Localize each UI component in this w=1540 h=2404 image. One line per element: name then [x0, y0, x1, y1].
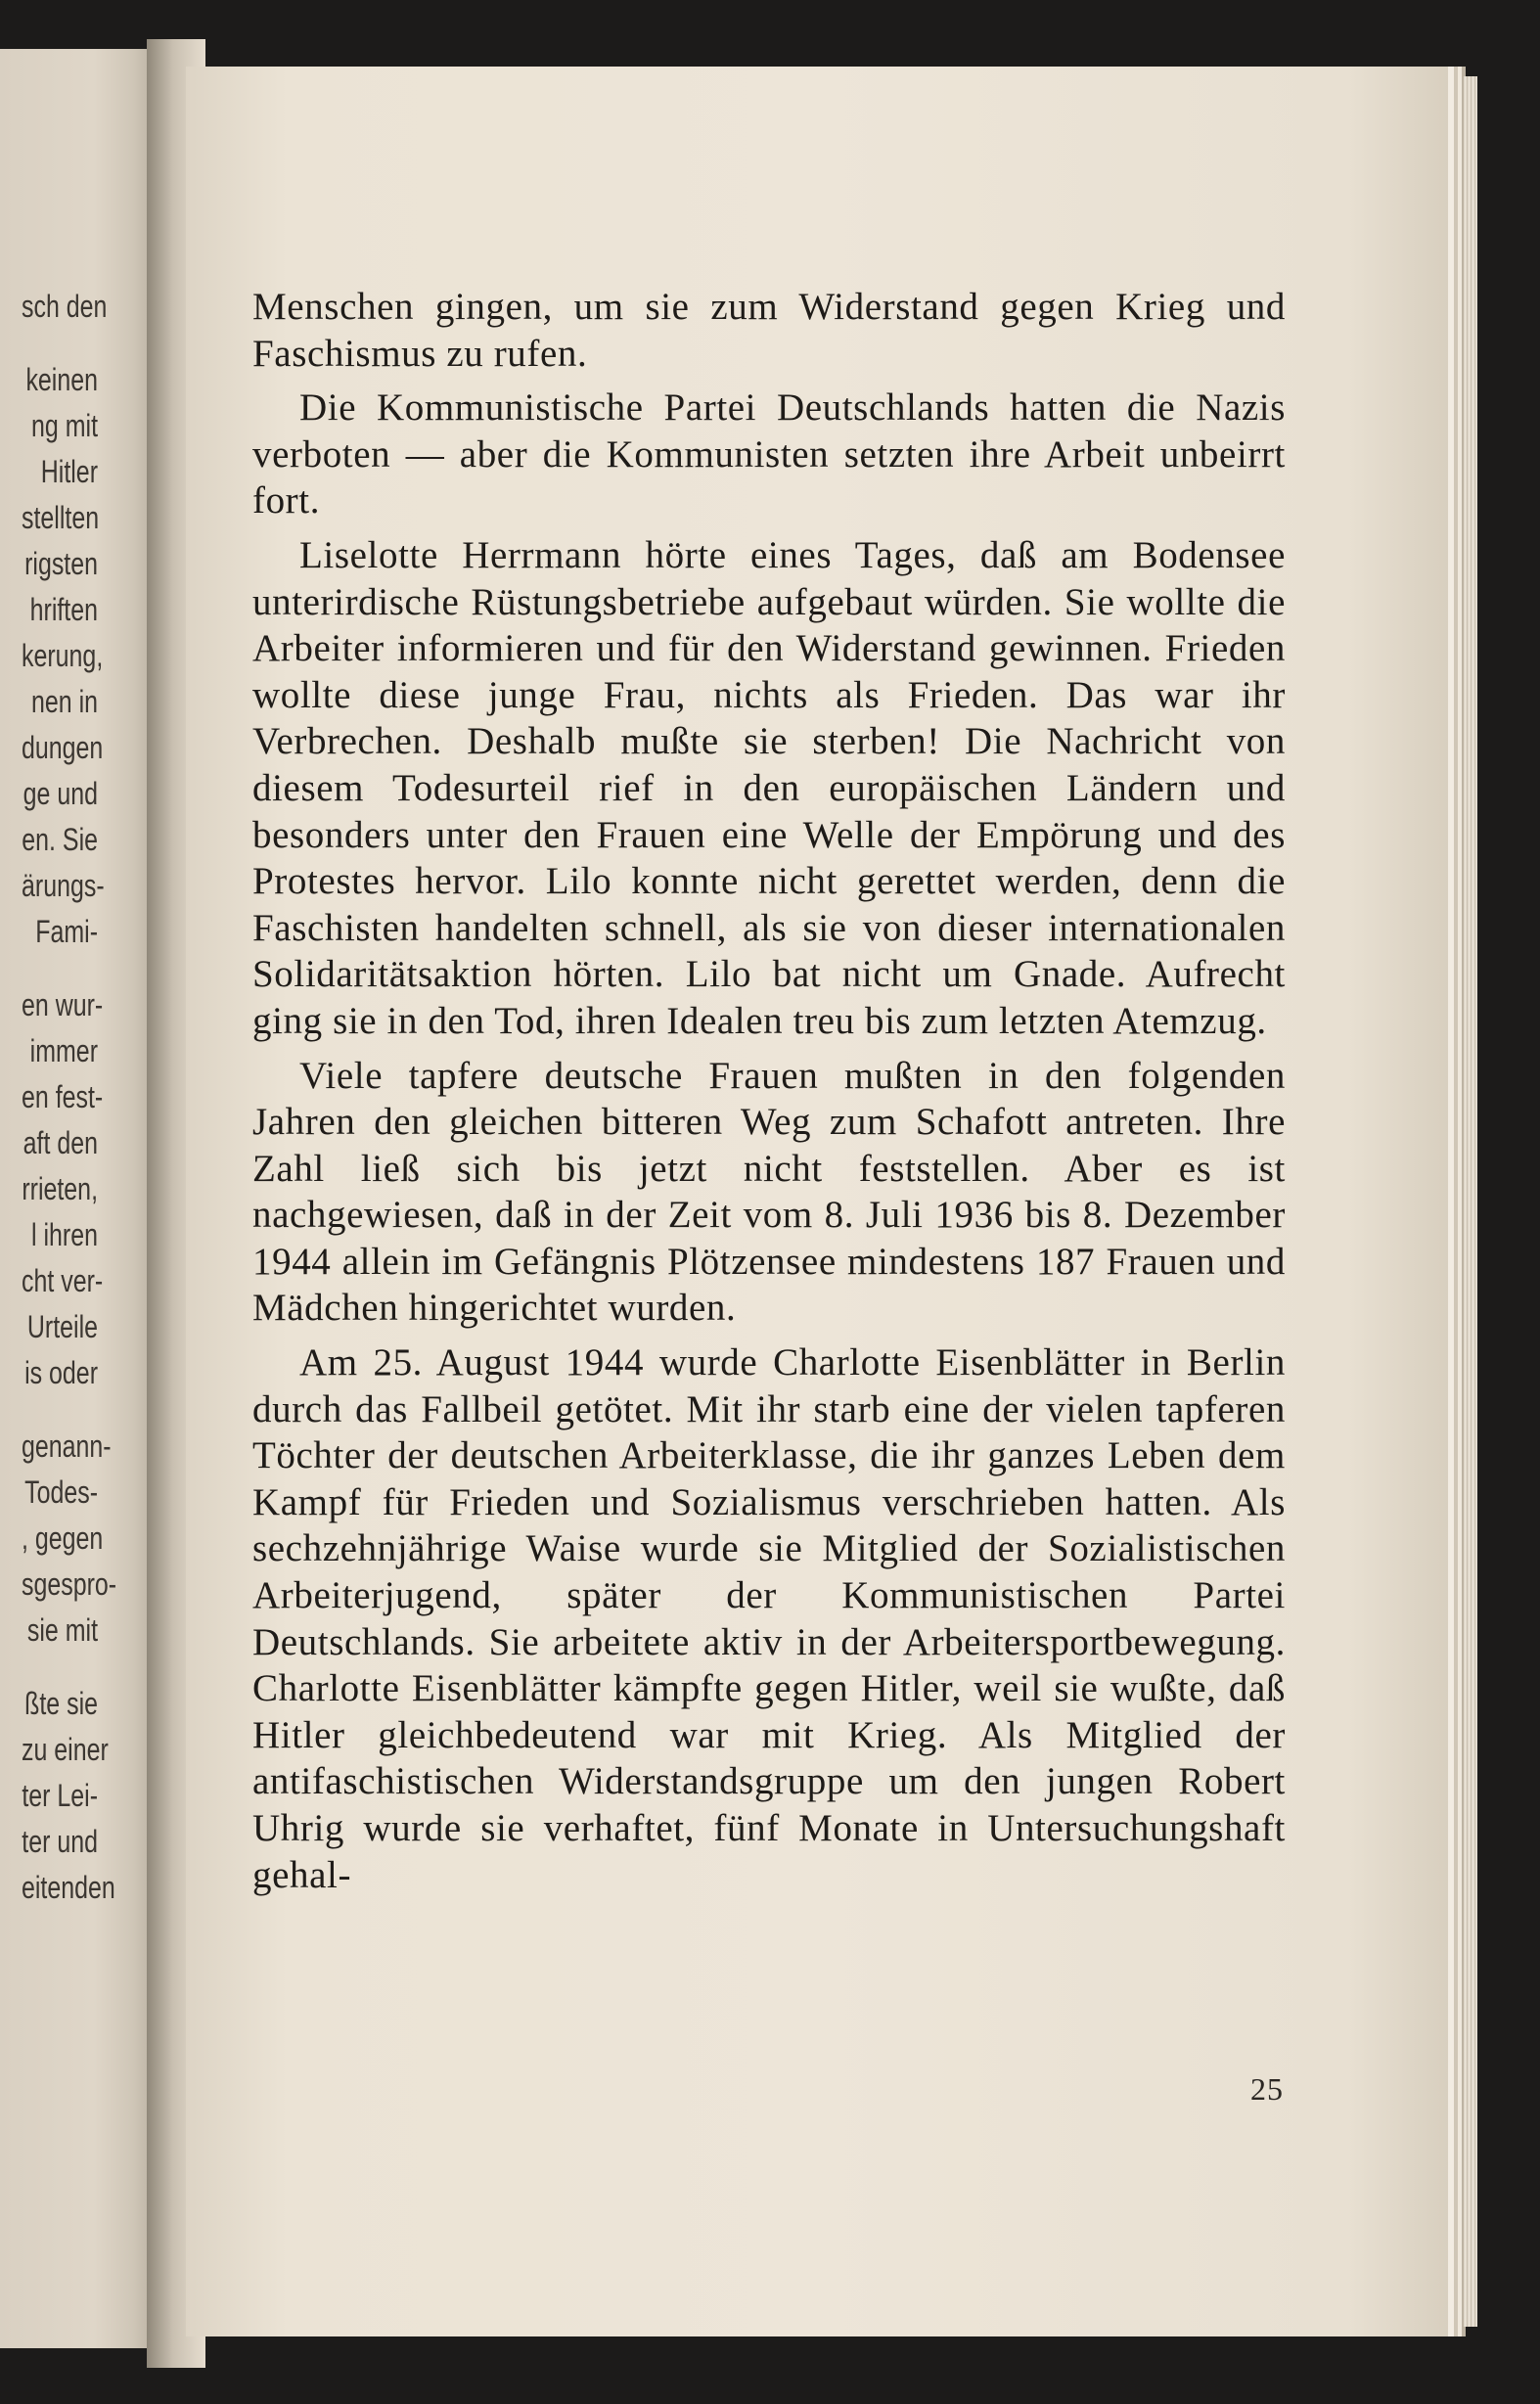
left-page-line: [22, 955, 98, 982]
left-page-line: , gegen: [22, 1520, 104, 1556]
right-page: [186, 67, 1448, 2336]
page-edges: [1464, 76, 1477, 2327]
left-page-line: ng mit: [31, 408, 98, 443]
left-facing-page: [0, 49, 157, 2348]
left-page-line: ärungs-: [22, 868, 105, 903]
left-page-line: sie mit: [26, 1612, 98, 1648]
left-page-line: l ihren: [31, 1217, 98, 1252]
left-page-line: ter und: [22, 1824, 99, 1859]
left-page-line: [22, 1654, 98, 1681]
left-page-line: stellten: [22, 500, 100, 535]
left-page-line: rrieten,: [22, 1171, 98, 1206]
left-page-line: aft den: [23, 1125, 99, 1160]
left-page-line: Urteile: [26, 1309, 98, 1344]
left-page-line: Hitler: [40, 454, 98, 489]
left-page-line: [22, 1396, 98, 1424]
left-page-line: dungen: [22, 730, 104, 765]
left-page-line: zu einer: [22, 1732, 109, 1767]
paragraph: Die Kommunistische Partei Deutschlands hatten die Nazis verboten — aber die Kommunisten setzten ihre Arbeit unbeirrt fort.: [252, 386, 1286, 522]
left-page-line: ter Lei-: [22, 1778, 98, 1813]
page-number: 25: [1250, 2071, 1284, 2107]
left-page-line: ge und: [23, 776, 98, 811]
left-page-line: en fest-: [22, 1079, 104, 1114]
left-page-line: immer: [29, 1033, 99, 1068]
paragraph: Viele tapfere deutsche Frauen mußten in den folgenden Jahren den gleichen bitteren Weg zum Schafott antreten. Ihre Zahl ließ sich bis jetzt nicht feststellen. Aber es ist nachgewiesen, daß in der Zeit vom 8. Juli 1936 bis 8. Dezember 1944 allein im Gefängnis Plötzensee mindestens 187 Frauen und Mädchen hingerichtet wurden.: [252, 1054, 1286, 1330]
left-page-line: sch den: [22, 289, 108, 324]
left-page-line: cht ver-: [22, 1263, 104, 1298]
paragraph: Menschen gingen, um sie zum Widerstand gegen Krieg und Faschismus zu rufen.: [252, 286, 1286, 375]
left-page-line: kerung,: [22, 638, 104, 673]
left-page-line: is oder: [24, 1355, 99, 1390]
left-page-line: nen in: [30, 684, 98, 719]
left-page-line: [22, 330, 98, 357]
left-page-line: sgespro-: [22, 1566, 117, 1602]
left-page-line: hriften: [29, 592, 98, 627]
left-page-line: rigsten: [24, 546, 99, 581]
left-page-line: genann-: [22, 1429, 112, 1464]
left-page-line: eitenden: [22, 1870, 115, 1905]
left-page-line: Todes-: [24, 1474, 99, 1510]
left-page-line: ßte sie: [24, 1686, 98, 1721]
left-page-text-fragments: [0, 284, 117, 1911]
paragraph: Am 25. August 1944 wurde Charlotte Eisenblätter in Berlin durch das Fallbeil getötet. Mit ihr starb eine der vielen tapferen Töchter der deutschen Arbeiterklasse, die ihr ganzes Leben dem Kampf für Frieden und Sozialismus verschrieben hatten. Als sechzehnjährige Waise wurde sie Mitglied der Sozialistischen Arbeiterjugend, später der Kommunistischen Partei Deutschlands. Sie arbeitete aktiv in der Arbeitersportbewegung. Charlotte Eisenblätter kämpfte gegen Hitler, weil sie wußte, daß Hitler gleichbedeutend war mit Krieg. Als Mitglied der antifaschistischen Widerstandsgruppe um den jungen Robert Uhrig wurde sie verhaftet, fünf Monate in Untersuchungshaft gehal-: [252, 1341, 1286, 1896]
left-page-line: keinen: [25, 362, 98, 397]
left-page-line: en wur-: [22, 987, 104, 1022]
paragraph: Liselotte Herrmann hörte eines Tages, daß am Bodensee unterirdische Rüstungsbetriebe aufgebaut würden. Sie wollte die Arbeiter informieren und für den Widerstand gewinnen. Frieden wollte diese junge Frau, nichts als Frieden. Das war ihr Verbrechen. Deshalb mußte sie sterben! Die Nachricht von diesem Todesurteil rief in den europäischen Ländern und besonders unter den Frauen eine Welle der Empörung und des Protestes hervor. Lilo konnte nicht gerettet werden, denn die Faschisten handelten schnell, als sie von dieser internationalen Solidaritätsaktion hörten. Lilo bat nicht um Gnade. Aufrecht ging sie in den Tod, ihren Idealen treu bis zum letzten Atemzug.: [252, 533, 1286, 1042]
left-page-line: Fami-: [35, 914, 98, 949]
body-text: [252, 284, 1286, 1906]
left-page-line: en. Sie: [22, 822, 99, 857]
